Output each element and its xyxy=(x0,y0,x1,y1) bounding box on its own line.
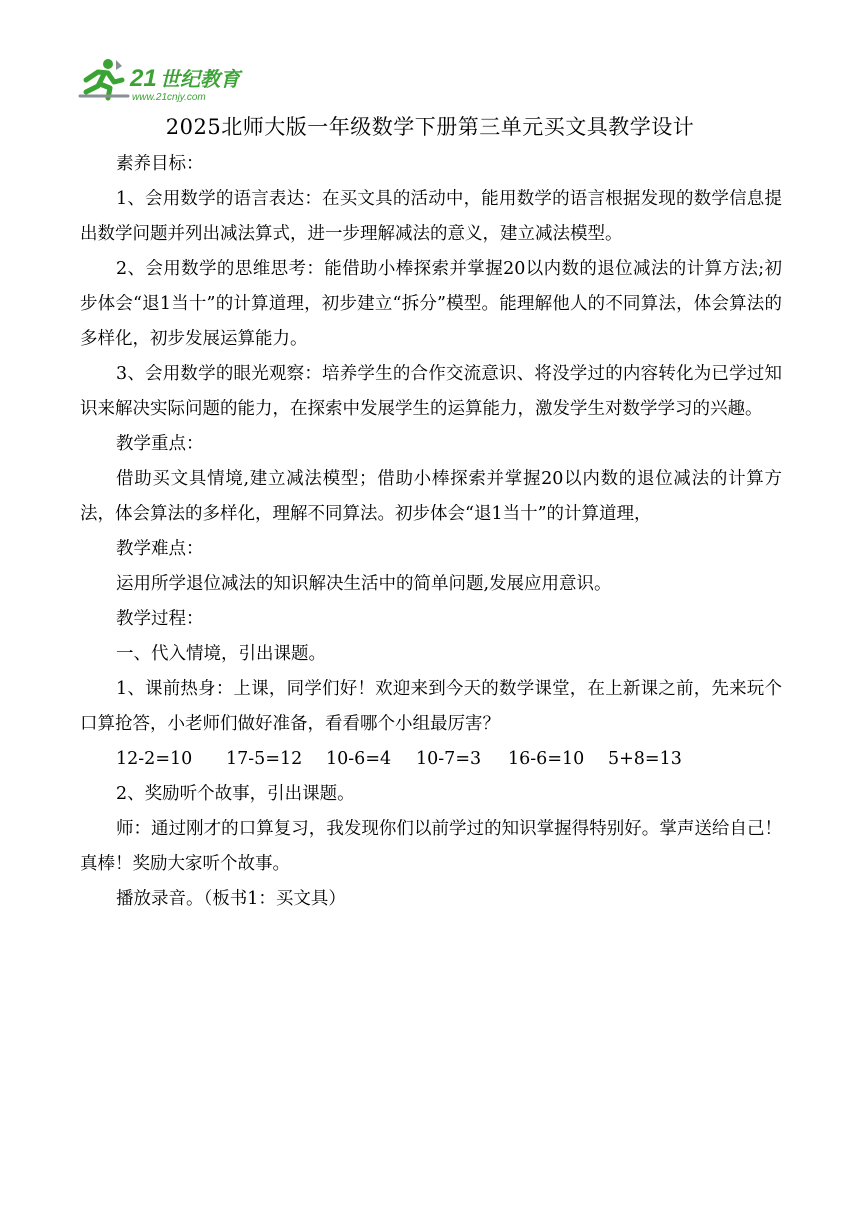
calc-item: 10-7=3 xyxy=(416,749,482,769)
difficulty-heading: 教学难点： xyxy=(116,539,204,559)
difficulty-text: 运用所学退位减法的知识解决生活中的简单问题,发展应用意识。 xyxy=(116,574,612,594)
process-heading: 教学过程： xyxy=(116,609,204,629)
goal-2: 2、会用数学的思维思考：能借助小棒探索并掌握20以内数的退位减法的计算方法;初步体会“退1当十”的计算道理，初步建立“拆分”模型。能理解他人的不同算法，体会算法的多样化，初步发展运算能力。 xyxy=(80,259,782,349)
mental-math-row xyxy=(80,742,782,777)
key-points-heading: 教学重点： xyxy=(116,434,204,454)
calc-item: 16-6=10 xyxy=(508,749,585,769)
step-1-text: 1、课前热身：上课，同学们好！欢迎来到今天的数学课堂，在上新课之前，先来玩个口算抢答，小老师们做好准备，看看哪个小组最厉害？ xyxy=(80,679,782,734)
calc-item: 10-6=4 xyxy=(326,749,392,769)
calc-item: 17-5=12 xyxy=(226,749,303,769)
document-title: 2025北师大版一年级数学下册第三单元买文具教学设计 xyxy=(165,115,695,139)
calc-item: 12-2=10 xyxy=(116,749,193,769)
goals-heading: 素养目标： xyxy=(116,154,204,174)
logo-url: www.21cnjy.com xyxy=(132,92,206,103)
part-1-heading: 一、代入情境，引出课题。 xyxy=(116,644,326,664)
document-body xyxy=(80,147,782,917)
calc-item: 5+8=13 xyxy=(608,749,682,769)
step-2-text: 2、奖励听个故事，引出课题。 xyxy=(116,784,355,804)
teacher-text: 师：通过刚才的口算复习，我发现你们以前学过的知识掌握得特别好。掌声送给自己！真棒！奖励大家听个故事。 xyxy=(80,819,782,874)
goal-3: 3、会用数学的眼光观察：培养学生的合作交流意识、将没学过的内容转化为已学过知识来解决实际问题的能力，在探索中发展学生的运算能力，激发学生对数学学习的兴趣。 xyxy=(80,364,782,419)
logo-cn-text: 世纪教育 xyxy=(160,67,240,91)
key-points-text: 借助买文具情境,建立减法模型；借助小棒探索并掌握20以内数的退位减法的计算方法，体会算法的多样化，理解不同算法。初步体会“退1当十”的计算道理， xyxy=(80,469,782,524)
logo-text: 21 xyxy=(130,65,157,92)
logo xyxy=(78,56,268,104)
logo-runner-icon xyxy=(78,56,268,104)
play-recording-text: 播放录音。（板书1：买文具） xyxy=(116,889,346,909)
goal-1: 1、会用数学的语言表达：在买文具的活动中，能用数学的语言根据发现的数学信息提出数学问题并列出减法算式，进一步理解减法的意义，建立减法模型。 xyxy=(80,189,782,244)
